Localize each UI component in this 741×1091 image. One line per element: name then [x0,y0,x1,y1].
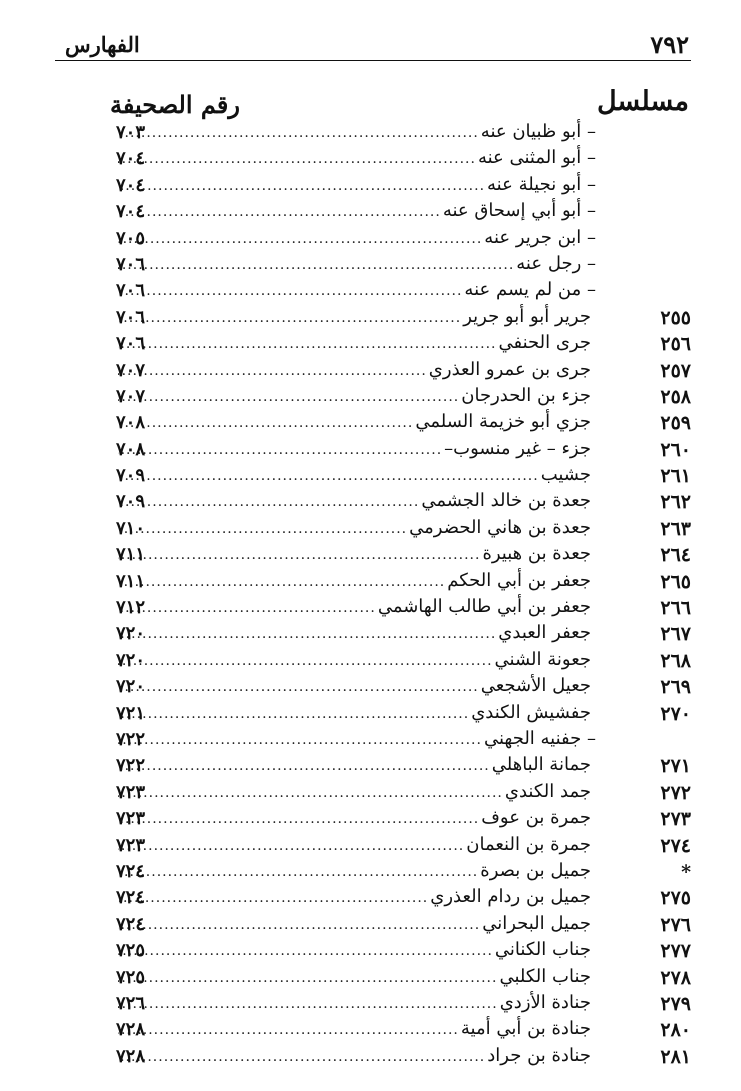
entry-name: جناب الكلبي [499,965,591,987]
page-reference: ٧٠٨ [116,438,146,460]
index-row [0,121,741,147]
index-row [0,649,741,675]
index-row [0,227,741,253]
page-reference: ٧٢٠ [116,623,146,645]
serial-number: ٢٧٥ [660,887,691,910]
dot-leader [118,151,476,167]
serial-number: ٢٧٤ [660,834,691,857]
entry-line [116,834,591,855]
entry-line [116,1045,591,1066]
serial-number: ٢٥٦ [660,333,691,356]
dot-leader [118,996,498,1012]
serial-number: ٢٦٨ [660,649,691,672]
index-row [0,966,741,992]
serial-number: ٢٥٧ [660,359,691,382]
entry-line [116,596,591,617]
page-reference: ٧٢٨ [116,1019,146,1041]
serial-number: ٢٧١ [660,755,691,778]
dot-leader [118,468,539,484]
page-reference: ٧٠٩ [116,491,146,513]
serial-number: ٢٧٣ [660,808,691,831]
serial-number: ٢٦٧ [660,623,691,646]
index-row [0,886,741,912]
entry-line [116,860,591,881]
serial-number: ٢٧٧ [660,940,691,963]
page-reference: ٧١٠ [116,517,146,539]
entry-name: جنادة بن جراد [487,1044,591,1066]
index-row [0,411,741,437]
serial-number: ٢٦٥ [660,570,691,593]
index-row [0,570,741,596]
index-row [0,174,741,200]
dot-leader [118,679,479,695]
index-row [0,385,741,411]
index-row [0,1018,741,1044]
page-reference: ٧١١ [116,570,146,592]
index-row [0,939,741,965]
index-row [0,992,741,1018]
dot-leader [118,178,485,194]
dot-leader [118,1022,459,1038]
entry-name: جميل بن ردام العذري [430,886,591,908]
page-reference: ٧٠٦ [116,280,146,302]
dot-leader [118,1049,485,1065]
entry-line [116,121,596,142]
dot-leader [118,389,459,405]
entry-line [116,359,591,380]
entry-name: – من لم يسم عنه [464,279,596,301]
dot-leader [118,917,480,933]
entry-line [116,438,591,459]
column-headers [0,86,741,122]
entry-line [116,253,596,274]
index-row [0,543,741,569]
dot-leader [118,231,482,247]
entry-name: جميل بن بصرة [480,859,591,881]
index-row [0,359,741,385]
serial-number: * [681,860,691,883]
serial-number: ٢٦٣ [660,517,691,540]
index-row [0,728,741,754]
dot-leader [118,838,464,854]
entry-name: جمرة بن عوف [481,807,591,829]
index-row [0,253,741,279]
index-row [0,464,741,490]
page-reference: ٧٢٣ [116,834,146,856]
entry-line [116,913,591,934]
index-row [0,913,741,939]
entry-name: جرى بن عمرو العذري [428,358,591,380]
entry-name: – رجل عنه [516,252,596,274]
entry-name: جنادة الأزدي [499,991,591,1013]
entry-name: جعدة بن خالد الجشمي [421,490,591,512]
dot-leader [118,626,496,642]
entry-name: – أبو نجيلة عنه [487,173,596,195]
dot-leader [118,442,442,458]
index-row [0,1045,741,1071]
entry-name: جعدة بن هبيرة [482,543,591,565]
page-reference: ٧٠٨ [116,412,146,434]
entry-line [116,517,591,538]
dot-leader [118,864,478,880]
page-reference: ٧١٢ [116,597,146,619]
page-reference: ٧٢٦ [116,992,146,1014]
entry-name: جزء – غير منسوب– [444,437,591,459]
entry-line [116,1018,591,1039]
index-row [0,807,741,833]
dot-leader [118,970,497,986]
index-row [0,200,741,226]
index-row [0,702,741,728]
entry-name: جنادة بن أبي أمية [460,1018,591,1040]
page-reference: ٧٢٥ [116,940,146,962]
entry-line [116,306,591,327]
page-reference: ٧٢٢ [116,728,146,750]
serial-number: ٢٥٨ [660,385,691,408]
page-reference: ٧٠٤ [116,201,146,223]
serial-number: ٢٧٩ [660,992,691,1015]
page-reference: ٧٢٢ [116,755,146,777]
index-row [0,596,741,622]
entry-name: – ابن جرير عنه [484,226,596,248]
page-reference: ٧٠٦ [116,253,146,275]
entry-line [116,886,591,907]
page-reference: ٧٢١ [116,702,146,724]
dot-leader [118,706,469,722]
index-row [0,306,741,332]
page-reference: ٧٢٠ [116,676,146,698]
dot-leader [118,653,493,669]
page-reference: ٧٠٥ [116,227,146,249]
serial-number: ٢٧٢ [660,781,691,804]
serial-number: ٢٥٥ [660,306,691,329]
entry-line [116,992,591,1013]
entry-name: جفشيش الكندي [471,701,591,723]
page-reference: ٧٢٥ [116,966,146,988]
index-row [0,517,741,543]
page-reference: ٧٠٦ [116,333,146,355]
index-row [0,147,741,173]
serial-number: ٢٨٠ [660,1019,691,1042]
page-reference: ٧١١ [116,544,146,566]
serial-number: ٢٥٩ [660,412,691,435]
entry-name: جعيل الأشجعي [480,675,591,697]
index-row [0,279,741,305]
entry-name: جعدة بن هاني الحضرمي [409,516,591,538]
entry-name: جمد الكندي [504,780,591,802]
entry-line [116,279,596,300]
dot-leader [118,732,482,748]
dot-leader [118,811,479,827]
entry-line [116,332,591,353]
serial-number: ٢٨١ [660,1045,691,1068]
dot-leader [118,785,503,801]
entry-name: جميل البحراني [482,912,591,934]
index-row [0,754,741,780]
index-row [0,675,741,701]
dot-leader [118,310,461,326]
entry-name: جزء بن الحدرجان [461,384,591,406]
index-row [0,781,741,807]
page-reference: ٧٠٤ [116,148,146,170]
entry-line [116,543,591,564]
page-reference: ٧٠٧ [116,359,146,381]
running-title: الفهارس [65,32,140,57]
dot-leader [118,547,480,563]
entry-line [116,675,591,696]
entry-name: جعفر بن أبي طالب الهاشمي [377,596,591,618]
entry-name: – جفنيه الجهني [483,727,596,749]
serial-number: ٢٦٩ [660,676,691,699]
page-reference: ٧٠٤ [116,174,146,196]
serial-number: ٢٧٨ [660,966,691,989]
entry-line [116,939,591,960]
entry-name: جشيب [540,464,591,486]
entry-name: – أبو أبي إسحاق عنه [442,200,596,222]
entry-line [116,200,596,221]
entry-name: جمانة الباهلي [491,754,591,776]
page-header [55,30,691,61]
page-reference: ٧٢٣ [116,808,146,830]
dot-leader [118,336,496,352]
index-row [0,332,741,358]
dot-leader [118,125,479,141]
entry-line [116,411,591,432]
entry-line [116,754,591,775]
entry-line [116,385,591,406]
entry-name: جعفر بن أبي الحكم [447,569,591,591]
entry-line [116,622,591,643]
entry-name: جرير أبو أبو جرير [463,305,591,327]
index-row [0,834,741,860]
dot-leader [118,574,445,590]
entry-name: جناب الكناني [494,939,591,961]
serial-number: ٢٦١ [660,465,691,488]
dot-leader [118,943,493,959]
entry-name: جزي أبو خزيمة السلمي [415,411,591,433]
serial-number: ٢٦٢ [660,491,691,514]
page-reference: ٧٠٦ [116,306,146,328]
index-row [0,438,741,464]
page-reference: ٧٢٨ [116,1045,146,1067]
entry-line [116,490,591,511]
page-column-header: رقم الصحيفة [110,90,240,119]
page-reference: ٧٠٧ [116,385,146,407]
entry-name: جمرة بن النعمان [466,833,591,855]
page-reference: ٧٢٤ [116,913,146,935]
page-reference: ٧٢٤ [116,887,146,909]
entry-line [116,649,591,670]
page-reference: ٧٢٣ [116,781,146,803]
serial-number: ٢٦٤ [660,544,691,567]
dot-leader [118,283,462,299]
serial-number: ٢٦٠ [660,438,691,461]
entry-line [116,464,591,485]
entry-line [116,966,591,987]
page-reference: ٧٠٣ [116,122,146,143]
entry-name: جعونة الشني [494,648,591,670]
serial-column-header: مسلسل [596,86,689,117]
dot-leader [118,257,514,273]
page-reference: ٧٢٠ [116,649,146,671]
dot-leader [118,204,441,220]
entry-name: جعفر العبدي [498,622,591,644]
page-reference: ٧٢٤ [116,860,146,882]
serial-number: ٢٧٠ [660,702,691,725]
index-row [0,490,741,516]
entry-name: – أبو المثنى عنه [477,147,596,169]
entry-line [116,781,591,802]
entry-name: – أبو ظبيان عنه [480,121,596,142]
page-number: ٧٩٢ [650,30,689,59]
serial-number: ٢٦٦ [660,597,691,620]
index-entries [0,121,741,1071]
dot-leader [118,758,490,774]
entry-line [116,570,591,591]
entry-line [116,147,596,168]
page-reference: ٧٠٩ [116,465,146,487]
entry-line [116,728,596,749]
serial-number: ٢٧٦ [660,913,691,936]
entry-line [116,807,591,828]
index-row [0,622,741,648]
entry-name: جرى الحنفي [498,332,591,354]
entry-line [116,174,596,195]
entry-line [116,702,591,723]
entry-line [116,227,596,248]
index-row [0,860,741,886]
